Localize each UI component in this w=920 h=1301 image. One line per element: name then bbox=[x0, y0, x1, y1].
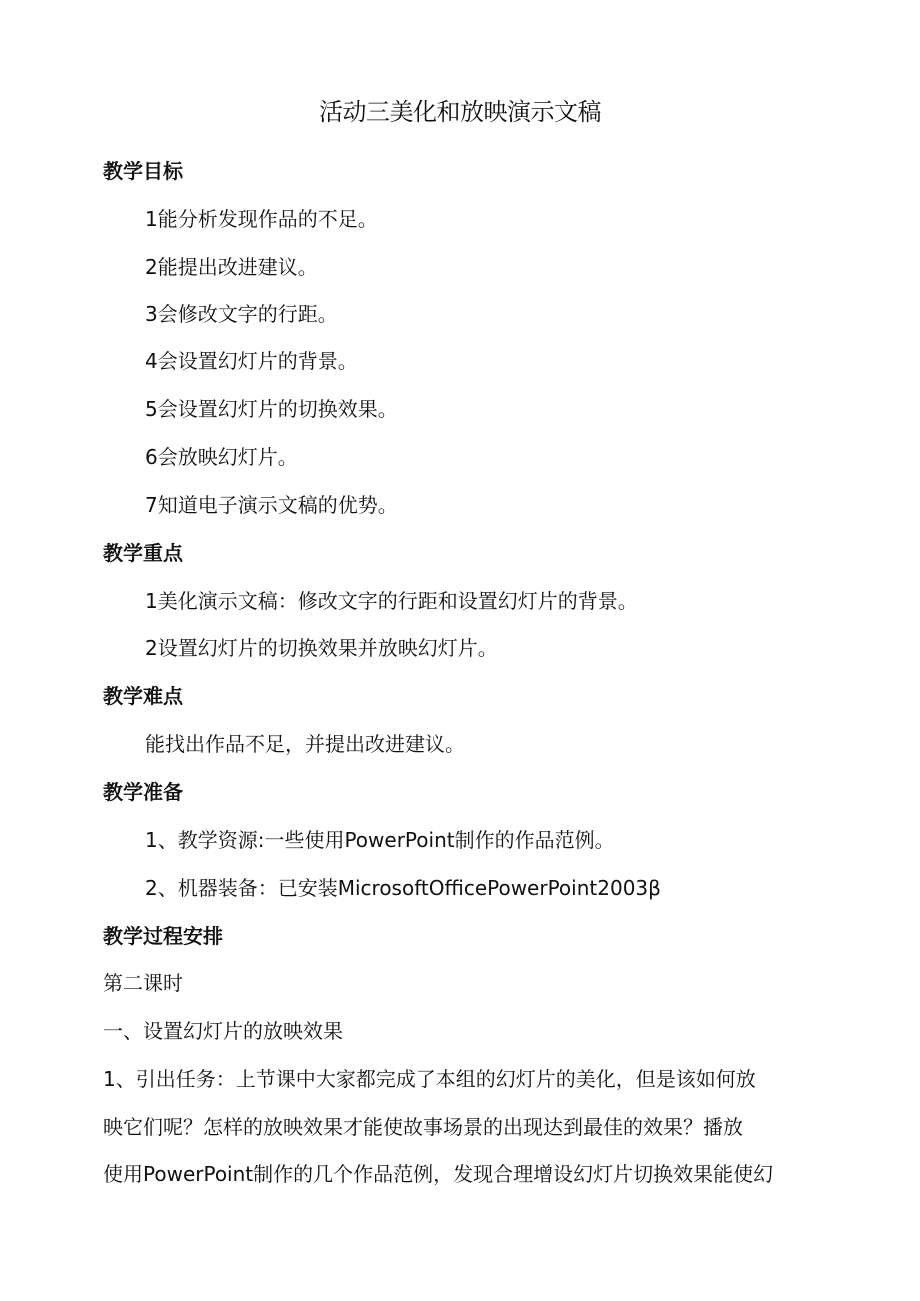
section-heading-difficulties: 教学难点 bbox=[103, 684, 183, 708]
preparation-item: 1、教学资源:一些使用PowerPoint制作的作品范例。 bbox=[145, 828, 615, 852]
objective-item: 4会设置幻灯片的背景。 bbox=[145, 349, 358, 373]
objective-item: 5会设置幻灯片的切换效果。 bbox=[145, 397, 398, 421]
paragraph-line: 映它们呢？怎样的放映效果才能使故事场景的出现达到最佳的效果？播放 bbox=[103, 1115, 743, 1139]
objective-item: 2能提出改进建议。 bbox=[145, 255, 318, 279]
document-title: 活动三美化和放映演示文稿 bbox=[319, 98, 601, 126]
subsection-heading: 一、设置幻灯片的放映效果 bbox=[103, 1019, 343, 1043]
objective-item: 6会放映幻灯片。 bbox=[145, 445, 298, 469]
paragraph-line: 1、引出任务：上节课中大家都完成了本组的幻灯片的美化，但是该如何放 bbox=[103, 1067, 756, 1091]
section-heading-process: 教学过程安排 bbox=[103, 924, 223, 948]
preparation-item: 2、机器装备：已安装MicrosoftOfficePowerPoint2003β bbox=[145, 876, 661, 900]
difficulty-item: 能找出作品不足，并提出改进建议。 bbox=[145, 732, 465, 756]
objective-item: 3会修改文字的行距。 bbox=[145, 302, 338, 326]
lesson-label: 第二课时 bbox=[103, 971, 183, 995]
objective-item: 7知道电子演示文稿的优势。 bbox=[145, 493, 398, 517]
section-heading-key-points: 教学重点 bbox=[103, 541, 183, 565]
section-heading-preparation: 教学准备 bbox=[103, 780, 183, 804]
section-heading-objectives: 教学目标 bbox=[103, 159, 183, 183]
objective-item: 1能分析发现作品的不足。 bbox=[145, 207, 378, 231]
key-point-item: 1美化演示文稿：修改文字的行距和设置幻灯片的背景。 bbox=[145, 589, 638, 613]
paragraph-line: 使用PowerPoint制作的几个作品范例，发现合理增设幻灯片切换效果能使幻 bbox=[103, 1162, 774, 1186]
key-point-item: 2设置幻灯片的切换效果并放映幻灯片。 bbox=[145, 636, 498, 660]
